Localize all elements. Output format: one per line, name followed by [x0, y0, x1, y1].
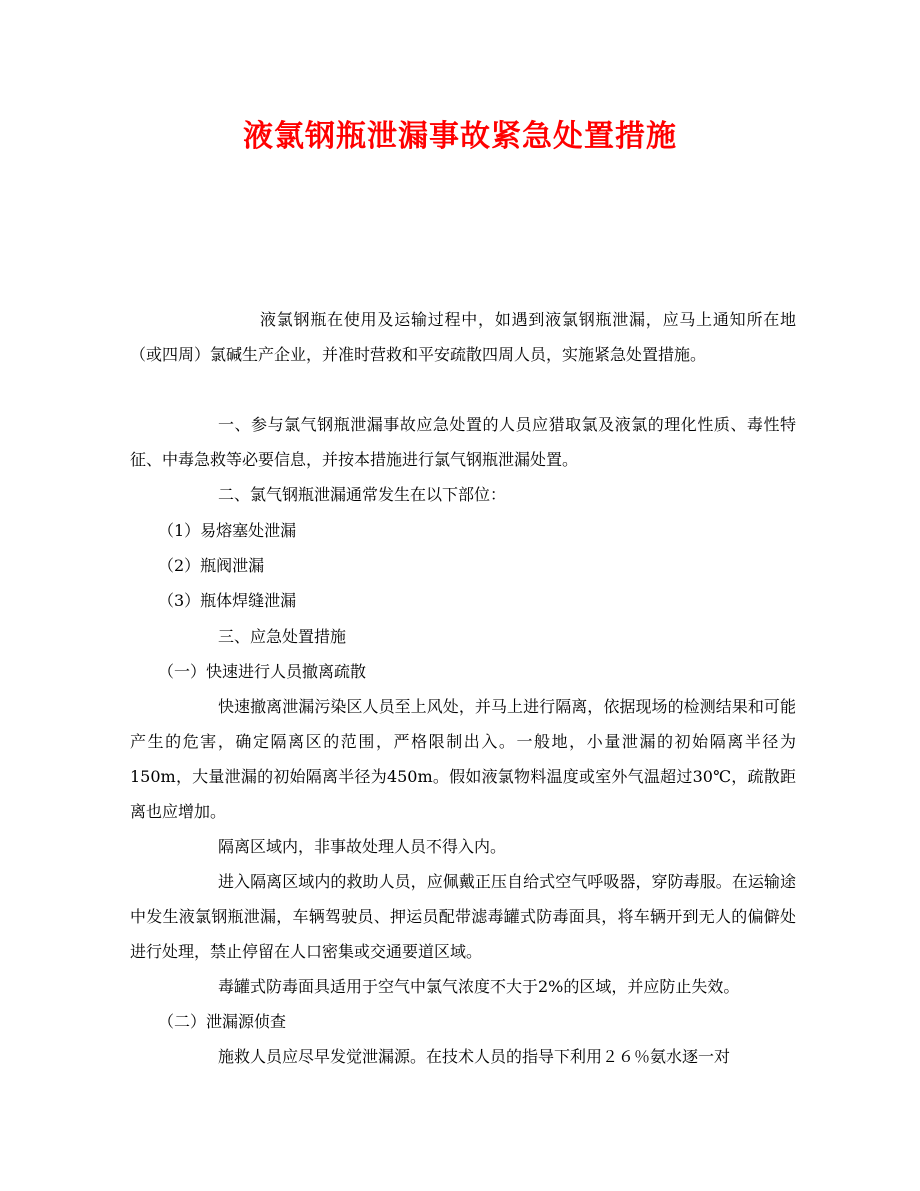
paragraph-rescuers: 进入隔离区域内的救助人员，应佩戴正压自给式空气呼吸器，穿防毒服。在运输途中发生液氯钢瓶泄漏，车辆驾驶员、押运员配带滤毒罐式防毒面具，将车辆开到无人的偏僻处进行处理，禁止停留在人口密集或交通要道区域。 — [130, 872, 796, 961]
paragraph-section-2: 二、氯气钢瓶泄漏通常发生在以下部位： — [218, 485, 507, 504]
paragraph-evacuation: 快速撤离泄漏污染区人员至上风处，并马上进行隔离，依据现场的检测结果和可能产生的危害，确定隔离区的范围，严格限制出入。一般地，小量泄漏的初始隔离半径为150m，大量泄漏的初始隔离半径为450m。假如液氯物料温度或室外气温超过30℃，疏散距离也应增加。 — [130, 697, 796, 821]
list-item-fusible-plug: （1）易熔塞处泄漏 — [158, 521, 297, 540]
document-title: 液氯钢瓶泄漏事故紧急处置措施 — [243, 119, 677, 154]
list-item-weld-seam: （3）瓶体焊缝泄漏 — [158, 591, 297, 610]
paragraph-isolation: 隔离区域内，非事故处理人员不得入内。 — [218, 837, 507, 856]
heading-section-3: 三、应急处置措施 — [218, 627, 347, 646]
paragraph-leak-detection: 施救人员应尽早发觉泄漏源。在技术人员的指导下利用２６％氨水逐一对 — [218, 1047, 731, 1066]
subheading-evacuation: （一）快速进行人员撤离疏散 — [158, 662, 367, 681]
paragraph-gas-mask: 毒罐式防毒面具适用于空气中氯气浓度不大于2%的区域，并应防止失效。 — [218, 977, 740, 996]
list-item-valve: （2）瓶阀泄漏 — [158, 556, 265, 575]
paragraph-intro: 液氯钢瓶在使用及运输过程中，如遇到液氯钢瓶泄漏，应马上通知所在地（或四周）氯碱生产企业，并准时营救和平安疏散四周人员，实施紧急处置措施。 — [130, 310, 796, 364]
paragraph-section-1: 一、参与氯气钢瓶泄漏事故应急处置的人员应猎取氯及液氯的理化性质、毒性特征、中毒急救等必要信息，并按本措施进行氯气钢瓶泄漏处置。 — [130, 415, 796, 469]
subheading-leak-detection: （二）泄漏源侦查 — [158, 1012, 287, 1031]
